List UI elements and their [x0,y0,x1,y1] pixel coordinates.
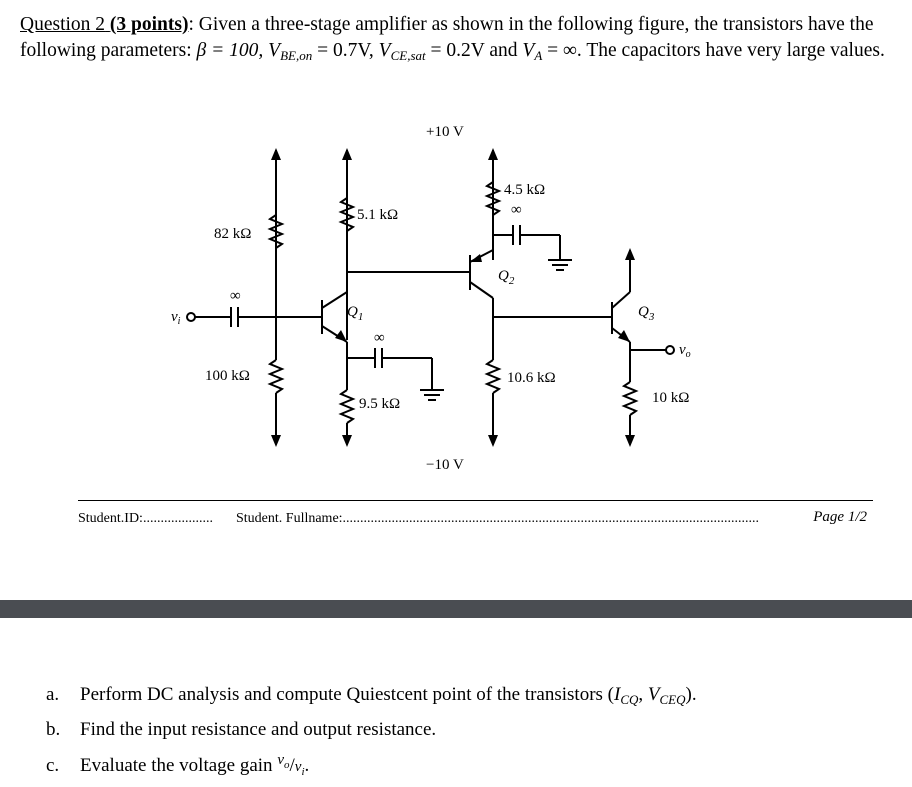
capacitor-note: The capacitors have very large values. [586,40,885,61]
cap-value-q1: ∞ [374,330,385,346]
re2-label: 10.6 kΩ [507,370,556,386]
cap-value-q2: ∞ [511,202,522,218]
vce-param: $V_{CE,sat} = 0.2V$ [378,40,485,63]
rc1-label: 5.1 kΩ [357,207,399,223]
r2-label: 100 kΩ [205,368,250,384]
beta-param: β = 100, [196,40,264,61]
vbe-param: $V_{BE,on} = 0.7V$, [268,40,374,63]
page-separator [0,600,912,618]
amplifier-schematic [0,110,912,480]
va-param: $V_A$ = ∞. [522,40,582,63]
vi-label: $v_i$ [171,309,181,327]
student-name-field: Student. Fullname:....................................................................................................................... [236,511,760,526]
task-a: a. Perform DC analysis and compute Quiestcent point of the transistors ($I_{CQ}$, $V_{CEQ}$). [46,684,697,707]
re1-label: 9.5 kΩ [359,396,401,412]
rc2-label: 4.5 kΩ [504,182,546,198]
cap-value-input: ∞ [230,288,241,304]
q3-label: $Q_3$ [638,304,655,323]
re3-label: 10 kΩ [652,390,690,406]
student-id-field: Student.ID:.................... [78,511,213,526]
vo-label: $v_o$ [679,342,691,360]
supply-negative-label: −10 V [426,457,464,473]
page-number: Page 1/2 [813,509,867,525]
question-heading: Question 2 (3 points) [20,14,189,35]
q2-label: $Q_2$ [498,268,515,287]
task-b: b. Find the input resistance and output resistance. [46,719,437,740]
page-footer [78,500,873,529]
supply-positive-label: +10 V [426,124,464,140]
page-two [0,618,912,778]
q1-label: $Q_1$ [347,304,364,323]
question-text: Question 2 (3 points): Given a three-stage amplifier as shown in the following figure, the transistors have the following parameters: β = 100, $V_{BE,on} = 0.7V$, $V_{CE,sat} = 0.2V$ and $V_A$ = ∞. The capacitors have very large values. [20,14,885,63]
task-list [46,680,697,787]
and-word: and [489,40,518,61]
question-intro: Given a three-stage amplifier as shown in the following figure, the transistors have the following parameters: [20,14,874,61]
r1-label: 82 kΩ [214,226,252,242]
task-c: c. Evaluate the voltage gain $^v_o/v_i$. [46,752,310,778]
